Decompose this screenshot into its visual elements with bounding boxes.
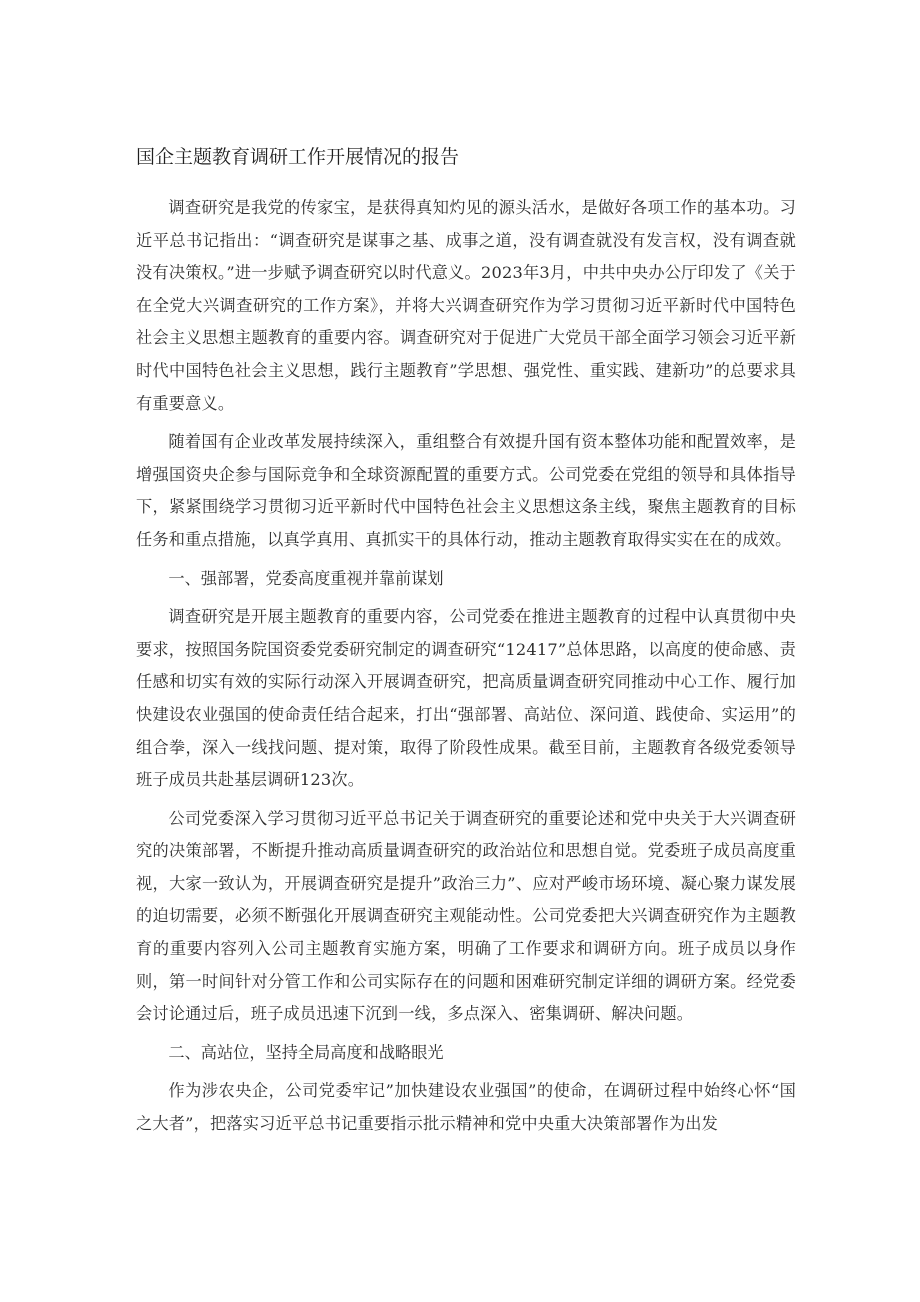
document-title: 国企主题教育调研工作开展情况的报告 (136, 146, 460, 168)
body-paragraph-1: 调查研究是我党的传家宝，是获得真知灼见的源头活水，是做好各项工作的基本功。习近平总书记指出：“调查研究是谋事之基、成事之道，没有调查就没有发言权，没有调查就没有决策权。”进一步赋予调查研究以时代意义。2023年3月，中共中央办公厅印发了《关于在全党大兴调查研究的工作方案》，并将大兴调查研究作为学习贯彻习近平新时代中国特色社会主义思想主题教育的重要内容。调查研究对于促进广大党员干部全面学习领会习近平新时代中国特色社会主义思想，践行主题教育”学思想、强党性、重实践、建新功”的总要求具有重要意义。 (136, 198, 796, 413)
body-paragraph-3: 调查研究是开展主题教育的重要内容，公司党委在推进主题教育的过程中认真贯彻中央要求，按照国务院国资委党委研究制定的调查研究“12417”总体思路，以高度的使命感、责任感和切实有效的实际行动深入开展调查研究，把高质量调查研究同推动中心工作、履行加快建设农业强国的使命责任结合起来，打出“强部署、高站位、深问道、践使命、实运用”的组合拳，深入一线找问题、提对策，取得了阶段性成果。截至目前，主题教育各级党委领导班子成员共赴基层调研123次。 (136, 607, 796, 790)
body-paragraph-4: 公司党委深入学习贯彻习近平总书记关于调查研究的重要论述和党中央关于大兴调查研究的决策部署，不断提升推动高质量调查研究的政治站位和思想自觉。党委班子成员高度重视，大家一致认为，开展调查研究是提升”政治三力”、应对严峻市场环境、凝心聚力谋发展的迫切需要，必须不断强化开展调查研究主观能动性。公司党委把大兴调查研究作为主题教育的重要内容列入公司主题教育实施方案，明确了工作要求和调研方向。班子成员以身作则，第一时间针对分管工作和公司实际存在的问题和困难研究制定详细的调研方案。经党委会讨论通过后，班子成员迅速下沉到一线，多点深入、密集调研、解决问题。 (136, 808, 796, 1024)
body-paragraph-5: 作为涉农央企，公司党委牢记”加快建设农业强国”的使命，在调研过程中始终心怀“国之大者”，把落实习近平总书记重要指示批示精神和党中央重大决策部署作为出发 (136, 1081, 796, 1134)
section-heading-1: 一、强部署，党委高度重视并靠前谋划 (168, 568, 444, 588)
document-body (136, 192, 796, 1141)
body-paragraph-2: 随着国有企业改革发展持续深入，重组整合有效提升国有资本整体功能和配置效率，是增强国资央企参与国际竞争和全球资源配置的重要方式。公司党委在党组的领导和具体指导下，紧紧围绕学习贯彻习近平新时代中国特色社会主义思想这条主线，聚焦主题教育的目标任务和重点措施，以真学真用、真抓实干的具体行动，推动主题教育取得实实在在的成效。 (136, 432, 796, 549)
section-heading-2: 二、高站位，坚持全局高度和战略眼光 (168, 1042, 444, 1062)
